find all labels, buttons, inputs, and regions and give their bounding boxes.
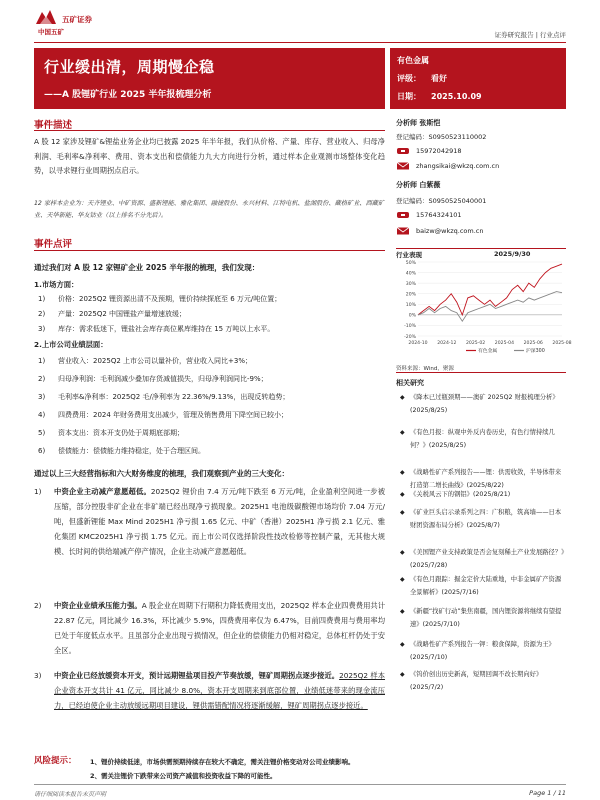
chart-legend-label: 沪深300 [526, 349, 545, 354]
change-block-2: 2) 中资企业业绩承压能力强。A 股企业在周期下行期积力降低费用支出，2025Q2 样本企业四费费用共计 22.87 亿元，同比减少 16.3%，环比减少 5.9%，四费费用率仅为 6.47%，目前四费费用与费用率均已处于年度低点水平。且虽部分企业出现亏损情况，但企业的偿债能力仍相对稳定，总体杠杆仍处于安全区。 [34, 601, 385, 655]
related-report-link[interactable] [400, 506, 566, 532]
date-label: 日期： [397, 92, 421, 101]
related-report-title[interactable]: 《矿业巨头启示录系列之四：广积粮，筑高墙——日本财团资源布局分析》(2025/8/7) [410, 509, 562, 529]
company-heading: 2.上市公司业绩层面： [34, 340, 108, 349]
change-2-highlight: 中资企业业绩承压能力强。 [54, 601, 142, 610]
related-report-title[interactable]: 《关税风云下的钢铝》(2025/8/21) [410, 491, 511, 498]
market-item: 2) 产量：2025Q2 中国锂盐产量增速放缓； [38, 310, 187, 318]
chart-series-line [418, 264, 562, 315]
bullet-icon: ◆ [400, 491, 405, 498]
event-body: A 股 12 家涉及锂矿&锂盐业务企业均已披露 2025 年半年报，我们从价格、产量、库存、营业收入、归母净利润、毛利率&净利率、费用、资本支出和偿债能力九大方向进行分析，通过样本企业观测市场整体变化趋势，以寻求锂行业周期拐点启示。 [34, 137, 385, 175]
chart-x-tick-label: 2025-06 [523, 341, 543, 346]
related-report-link[interactable] [400, 638, 566, 664]
analyst-reg: 登记编码：S0950523110002 [396, 133, 487, 141]
doc-type: 证券研究报告 | 行业点评 [494, 31, 566, 39]
analyst-email-row [396, 162, 499, 170]
analyst-phone: 15972042918 [416, 147, 462, 155]
chart-x-tick-label: 2024-12 [437, 341, 457, 346]
chart-legend-label: 有色金属 [478, 349, 498, 354]
market-item: 3) 库存：需求低迷下，锂盐社会库存高位累库维持在 15 万吨以上水平。 [38, 325, 275, 333]
company-item: 1) 营业收入：2025Q2 上市公司以量补价，营业收入同比+3%； [38, 357, 252, 365]
change-block-1: 1) 中资企业主动减产意愿超低。2025Q2 锂价由 7.4 万元/吨下跌至 6 万元/吨，企业盈利空间进一步被压缩，部分控股非矿企业在非矿端已经出现净亏损现象。2025H1 电池级碳酸锂市场均价 7.04 万元/吨，但盛新锂能 Max Mind 2025H1 净亏损 1.65 亿元、中矿（香港）2025H1 净亏损 2.1 亿元、雅化集团 KMC2025H1 净亏损 1.75 亿元。而上市公司仅选择阶段性技改检修等控制产量，无其他大规模、长时间的供给端减产停产情况，企业主动减产意愿超低。 [34, 487, 386, 556]
chart-y-tick-label: 40% [405, 271, 416, 277]
bullet-icon: ◆ [400, 394, 405, 401]
related-report-link[interactable] [400, 426, 566, 452]
rating-row [397, 70, 559, 88]
chart-x-tick-label: 2024-10 [408, 341, 428, 346]
header-divider [34, 42, 566, 43]
footer-divider [34, 784, 566, 785]
page-number: Page 1 / 11 [529, 789, 566, 797]
chart-y-tick-label: 20% [405, 292, 416, 298]
chart-title: 行业表现 [396, 251, 422, 259]
footer-disclaimer: 请仔细阅读本报告末页声明 [34, 791, 107, 798]
related-report-link[interactable] [400, 488, 566, 501]
related-report-link[interactable] [400, 605, 566, 631]
analyst-email[interactable]: baizw@wkzq.com.cn [416, 227, 484, 235]
bullet-icon: ◆ [400, 549, 405, 556]
logo-securities-text: 五矿证券 [62, 15, 92, 24]
market-heading: 1.市场方面： [34, 280, 79, 289]
report-subtitle: ——A 股锂矿行业 2025 半年报梳理分析 [44, 90, 212, 100]
industry-performance-chart [396, 248, 572, 360]
chart-y-tick-label: -10% [404, 324, 416, 330]
company-item: 6) 偿债能力：偿债能力维持稳定，处于合理区间。 [38, 447, 205, 455]
phone-icon [396, 211, 410, 219]
risk-item: 1、锂价持续低迷，市场供需预期持续存在较大不确定，需关注锂价格变动对公司业绩影响。 [90, 758, 355, 766]
sector-label: 有色金属 [397, 56, 429, 65]
related-report-link[interactable] [400, 668, 566, 694]
analyst-phone-row [396, 147, 462, 155]
rating-label: 评级： [397, 74, 421, 83]
bullet-icon: ◆ [400, 608, 405, 615]
related-report-link[interactable] [400, 546, 566, 572]
chart-y-tick-label: 0% [408, 313, 416, 319]
related-report-title[interactable]: 《战略性矿产系列报告——锂：供需收敛，半导体带来打造第二增长曲线》(2025/8/22) [410, 469, 562, 489]
summary-lead: 通过以上三大经营指标和六大财务维度的梳理，我们观察到产业的三大变化： [34, 469, 289, 478]
email-icon [396, 227, 410, 235]
chart-x-tick-label: 2025-04 [494, 341, 515, 346]
related-report-title[interactable]: 《新疆“找矿行动”集焦南疆，国内锂资源将继续有望提速》(2025/7/10) [410, 608, 562, 628]
company-item: 5) 资本支出：资本开支仍处于周期底部期； [38, 429, 184, 437]
analyst-email[interactable]: zhangsikai@wkzq.com.cn [416, 162, 500, 170]
risk-title: 风险提示： [34, 756, 77, 766]
analyst-reg: 登记编码：S0950525040001 [396, 197, 487, 205]
related-report-title[interactable]: 《钨价创出历史新高，短期回调不改长期向好》(2025/7/2) [410, 671, 543, 691]
title-band [34, 48, 385, 109]
change-2-body: A 股企业在周期下行期积力降低费用支出，2025Q2 样本企业四费费用共计 22.87 亿元，同比减少 16.3%，环比减少 5.9%，四费费用率仅为 6.47%，目前四费费用与费用率均已处于年度低点水平。且虽部分企业出现亏损情况，但企业的偿债能力仍相对稳定，总体杠杆仍处于安全区。 [54, 601, 385, 655]
related-report-title[interactable]: 《美国锂产业支持政策是否会复刻稀土产业发展路径？》(2025/7/28) [410, 549, 565, 569]
bullet-icon: ◆ [400, 469, 405, 476]
change-3-body: 2025Q2 样本企业资本开支共计 41 亿元，同比减少 8.0%，资本开支周期来到底部位置，业绩低迷带来的现金流压力，已经迫使企业主动放缓远期项目建设，锂供需错配情况将逐渐缓解，锂矿周期拐点逐步接近。 [54, 671, 386, 710]
chart-y-tick-label: 50% [405, 260, 416, 266]
chart-series-line [418, 292, 562, 322]
market-item: 1) 价格：2025Q2 锂资源出清不及预期，锂价持续探底至 6 万元/吨位置； [38, 295, 282, 303]
risk-item: 2、需关注锂价下跌带来公司资产减值和投资收益下降的可能性。 [90, 772, 277, 780]
change-1-highlight: 中资企业主动减产意愿超低。 [54, 487, 151, 496]
phone-icon [396, 147, 410, 155]
chart-y-tick-label: 30% [405, 281, 416, 287]
date-row [397, 88, 559, 106]
rating-box [390, 48, 566, 109]
chart-y-tick-label: -20% [404, 334, 416, 340]
bullet-icon: ◆ [400, 671, 405, 678]
analyst-name: 分析师 张斯恺 [396, 119, 441, 127]
related-report-title[interactable]: 《有色月跟踪：掘金定价大陆重地，中非金属矿产资源全景解析》(2025/7/16) [410, 576, 562, 596]
bullet-icon: ◆ [400, 641, 405, 648]
email-icon [396, 162, 410, 170]
chart-y-tick-label: 10% [405, 303, 416, 309]
related-report-link[interactable] [400, 573, 566, 599]
report-title: 行业缓出清，周期慢企稳 [44, 58, 215, 76]
comment-section-title: 事件点评 [34, 239, 73, 250]
bullet-icon: ◆ [400, 509, 405, 516]
related-report-title[interactable]: 《战略性矿产系列报告一钾：粮食保障，资源为王》(2025/7/10) [410, 641, 555, 661]
related-report-title[interactable]: 《有色月报：纵观中外反内卷历史，有色行情持续几何？》(2025/8/25) [410, 429, 555, 449]
event-section-title: 事件描述 [34, 120, 73, 131]
analyst-phone: 15764324101 [416, 211, 462, 219]
chart-date: 2025/9/30 [494, 250, 531, 258]
analyst-name: 分析师 白紫薇 [396, 181, 441, 189]
sample-note: 12 家样本企业为：天齐锂业、中矿资源、盛新锂能、雅化集团、融捷股份、永兴材料、江特电机、盐湖股份、藏格矿业、西藏矿业、天华新能、华友钴业（以上排名不分先后）。 [34, 200, 385, 219]
company-item: 2) 归母净利润：毛利润减少叠加存货减值损失，归母净利润同比-9%； [38, 375, 268, 383]
rating-value: 看好 [431, 74, 447, 83]
related-title: 相关研究 [396, 379, 424, 387]
chart-x-tick-label: 2025-08 [552, 341, 572, 346]
date-value: 2025.10.09 [431, 92, 482, 101]
change-3-highlight: 中资企业已经放缓资本开支，预计远期锂盐项目投产节奏放缓，锂矿周期拐点逐步接近。 [54, 671, 340, 680]
company-item: 4) 四费费用：2024 年财务费用支出减少，管理及销售费用下降空间已较小； [38, 411, 289, 419]
chart-bottom-divider [396, 372, 566, 373]
comment-lead: 通过我们对 A 股 12 家锂矿企业 2025 半年报的梳理，我们发现： [34, 263, 260, 272]
change-1-body: 2025Q2 锂价由 7.4 万元/吨下跌至 6 万元/吨，企业盈利空间进一步被压缩，部分控股非矿企业在非矿端已经出现净亏损现象。2025H1 电池级碳酸锂市场均价 7.04 万元/吨，但盛新锂能 Max Mind 2025H1 净亏损 1.65 亿元、中矿（香港）2025H1 净亏损 2.1 亿元、雅化集团 KMC2025H1 净亏损 1.75 亿元。而上市公司仅选择阶段性技改检修等控制产量，无其他大规模、长时间的供给端减产停产情况，企业主动减产意愿超低。 [54, 487, 386, 556]
company-logo-mark [34, 8, 58, 26]
related-report-title[interactable]: 《降本已过瓶颈期——澳矿 2025Q2 财报梳理分析》(2025/8/25) [410, 394, 559, 414]
bullet-icon: ◆ [400, 429, 405, 436]
event-section-divider [34, 130, 385, 131]
bullet-icon: ◆ [400, 576, 405, 583]
analyst-phone-row [396, 211, 462, 219]
company-item: 3) 毛利率&净利率：2025Q2 毛/净利率为 22.36%/9.13%，出现反转趋势； [38, 393, 290, 401]
logo-company-text: 中国五矿 [38, 28, 64, 36]
change-block-3: 3) 中资企业已经放缓资本开支，预计远期锂盐项目投产节奏放缓，锂矿周期拐点逐步接近。2025Q2 样本企业资本开支共计 41 亿元，同比减少 8.0%，资本开支周期来到底部位置，业绩低迷带来的现金流压力，已经迫使企业主动放缓远期项目建设，锂供需错配情况将逐渐缓解，锂矿周期拐点逐步接近。 [34, 671, 386, 710]
company-logo [34, 8, 154, 36]
chart-source: 资料来源：Wind，聚源 [396, 366, 454, 372]
related-report-link[interactable] [400, 391, 566, 417]
analyst-email-row [396, 227, 483, 235]
chart-x-tick-label: 2025-02 [465, 341, 486, 346]
comment-section-divider [34, 250, 385, 251]
